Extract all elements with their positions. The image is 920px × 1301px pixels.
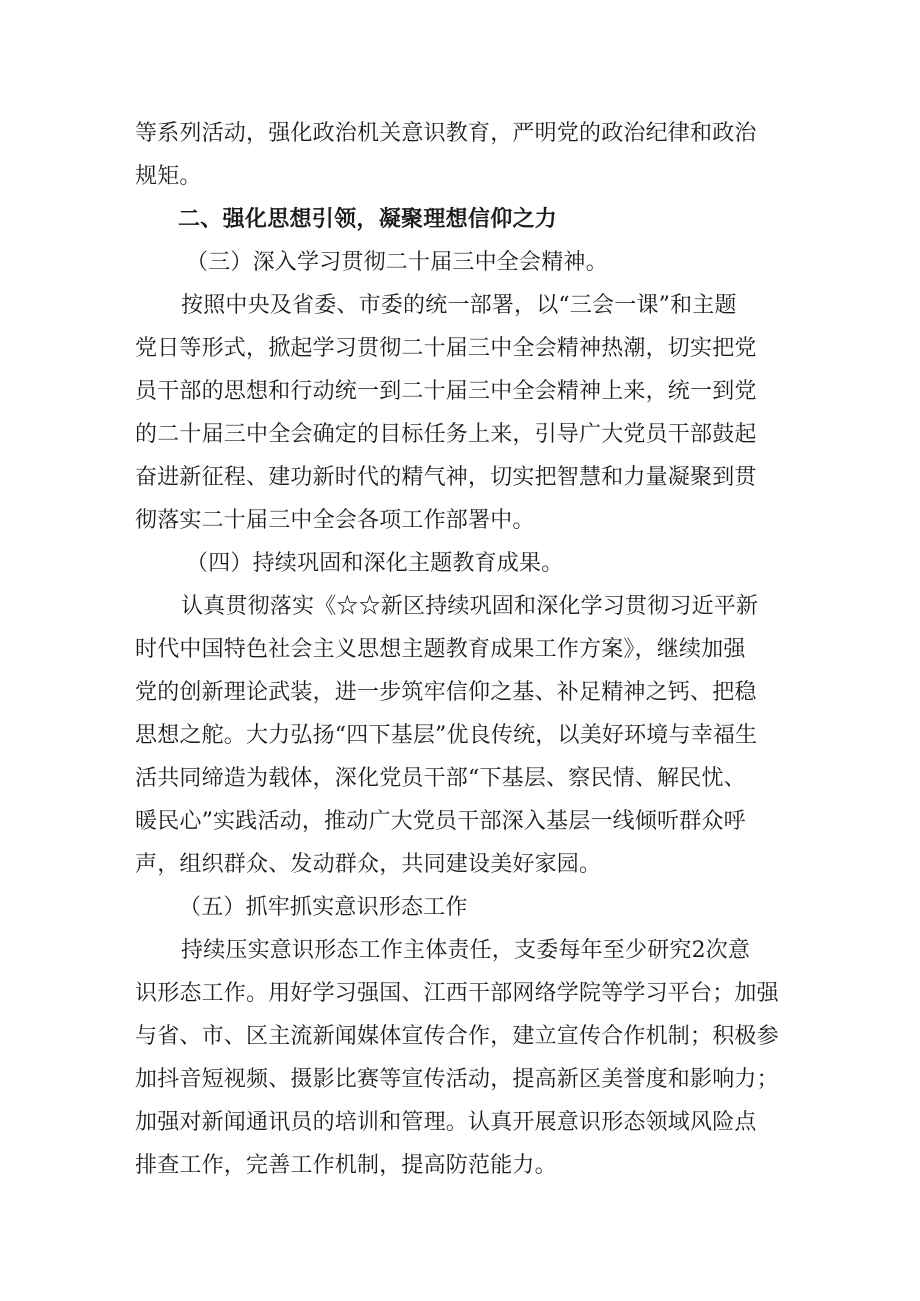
paragraph-first-line: 按照中央及省委、市委的统一部署，以“三会一课”和主题 <box>181 293 737 318</box>
body-text-line: 识形态工作。用好学习强国、江西干部网络学院等学习平台；加强 <box>135 981 779 1006</box>
body-text-line: 党日等形式，掀起学习贯彻二十届三中全会精神热潮，切实把党 <box>135 336 757 361</box>
body-text-line: 活共同缔造为载体，深化党员干部“下基层、察民情、解民忧、 <box>135 766 746 791</box>
body-text-line: 奋进新征程、建功新时代的精气神，切实把智慧和力量凝聚到贯 <box>135 465 757 490</box>
body-text-line: 等系列活动，强化政治机关意识教育，严明党的政治纪律和政治 <box>135 121 757 146</box>
body-text-line: 暖民心”实践活动，推动广大党员干部深入基层一线倾听群众呼 <box>135 809 746 834</box>
body-text-line: 党的创新理论武装，进一步筑牢信仰之基、补足精神之钙、把稳 <box>135 680 757 705</box>
paragraph-first-line: 认真贯彻落实《☆☆新区持续巩固和深化学习贯彻习近平新 <box>181 594 759 619</box>
subsection-heading: （五）抓牢抓实意识形态工作 <box>179 895 468 920</box>
body-text-line: 加抖音短视频、摄影比赛等宣传活动，提高新区美誉度和影响力； <box>135 1067 779 1092</box>
subsection-heading: （四）持续巩固和深化主题教育成果。 <box>186 551 564 576</box>
body-text-line: 排查工作，完善工作机制，提高防范能力。 <box>135 1153 557 1178</box>
paragraph-first-line: 持续压实意识形态工作主体责任，支委每年至少研究2次意 <box>181 938 751 963</box>
body-text-line: 思想之舵。大力弘扬“四下基层”优良传统，以美好环境与幸福生 <box>135 723 758 748</box>
body-text-line: 的二十届三中全会确定的目标任务上来，引导广大党员干部鼓起 <box>135 422 757 447</box>
body-text-line: 与省、市、区主流新闻媒体宣传合作，建立宣传合作机制；积极参 <box>135 1024 779 1049</box>
body-text-line: 规矩。 <box>135 164 202 189</box>
body-text-line: 声，组织群众、发动群众，共同建设美好家园。 <box>135 852 602 877</box>
subsection-heading: （三）深入学习贯彻二十届三中全会精神。 <box>186 250 608 275</box>
body-text-line: 加强对新闻通讯员的培训和管理。认真开展意识形态领域风险点 <box>135 1110 757 1135</box>
body-text-line: 员干部的思想和行动统一到二十届三中全会精神上来，统一到党 <box>135 379 757 404</box>
body-text-line: 时代中国特色社会主义思想主题教育成果工作方案》，继续加强 <box>135 637 746 662</box>
body-text-line: 彻落实二十届三中全会各项工作部署中。 <box>135 508 535 533</box>
section-heading: 二、强化思想引领，凝聚理想信仰之力 <box>178 207 558 232</box>
